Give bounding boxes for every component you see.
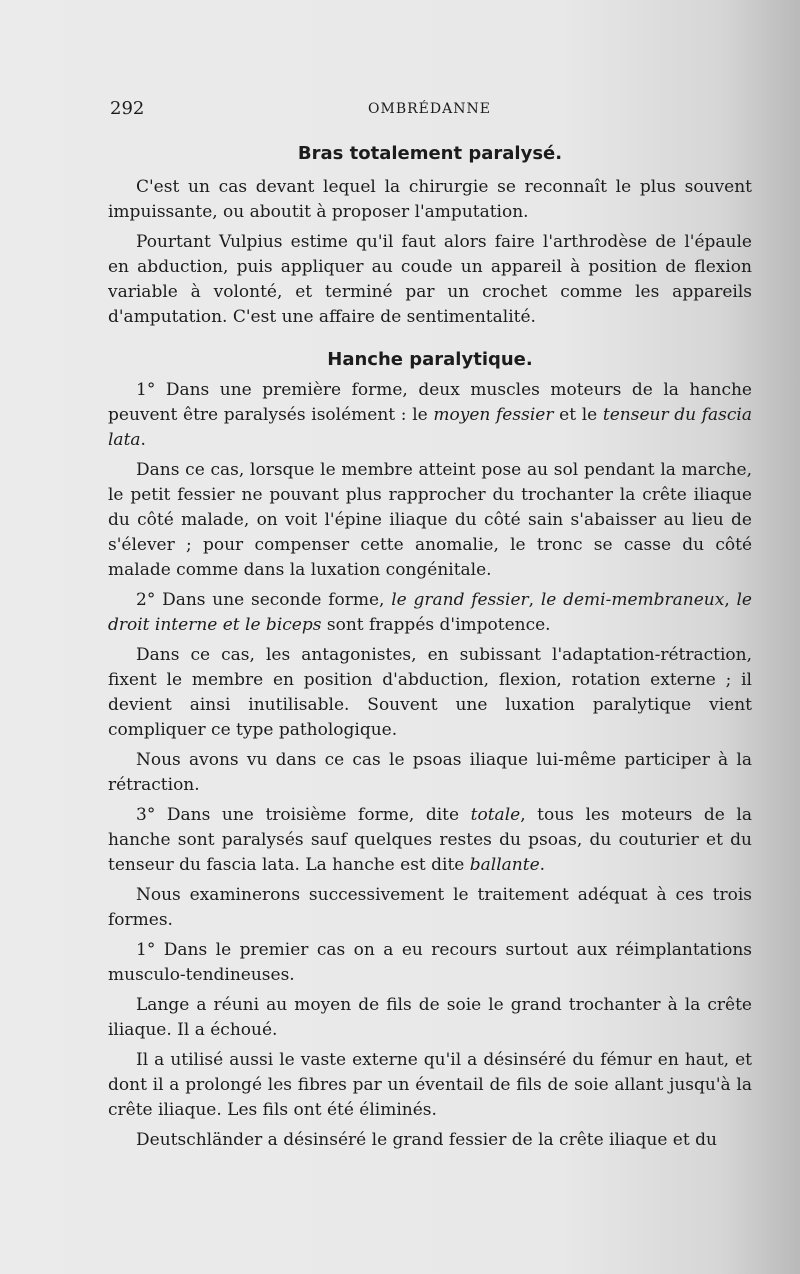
- text-run: 2° Dans une seconde forme,: [136, 590, 392, 610]
- text-run: 1° Dans une première forme, deux muscles moteurs de la hanche peuvent être paralysés isolément : le: [108, 380, 752, 425]
- italic-term: totale: [470, 805, 521, 825]
- text-run: ,: [528, 590, 541, 610]
- italic-term: tenseur du fascia lata: [108, 405, 753, 450]
- text-run: ,: [724, 590, 737, 610]
- italic-term: moyen fessier: [433, 405, 554, 425]
- italic-term: le droit interne et le biceps: [108, 590, 752, 635]
- text-run: et le: [553, 405, 603, 425]
- paragraph: Deutschländer a désinséré le grand fessier de la crête iliaque et du: [136, 1130, 717, 1150]
- text-run: 3° Dans une troisième forme, dite: [136, 805, 471, 825]
- paragraph: Dans ce cas, les antagonistes, en subissant l'adaptation-rétraction, fixent le membre en position d'abduction, flexion, rotation externe ; il devient ainsi inutilisable. Souvent une luxation paralytique vient compliquer ce type pathologique.: [108, 645, 752, 740]
- paragraph: C'est un cas devant lequel la chirurgie se reconnaît le plus souvent impuissante, ou aboutit à proposer l'amputation.: [108, 177, 752, 222]
- paragraph: Pourtant Vulpius estime qu'il faut alors faire l'arthrodèse de l'épaule en abduction, puis appliquer au coude un appareil à position de flexion variable à volonté, et terminé par un crochet comme les appareils d'amputation. C'est une affaire de sentimentalité.: [108, 232, 752, 327]
- text-run: , tous les moteurs de la hanche sont paralysés sauf quelques restes du psoas, du couturier et du tenseur du fascia lata. La hanche est dite: [108, 805, 752, 875]
- section-heading-hanche: Hanche paralytique.: [327, 349, 533, 370]
- italic-term: le demi-membraneux: [540, 590, 725, 610]
- paragraph: Nous examinerons successivement le traitement adéquat à ces trois formes.: [108, 885, 752, 930]
- page-body: [108, 142, 752, 1158]
- text-run: .: [140, 430, 146, 450]
- paragraph: Nous avons vu dans ce cas le psoas iliaque lui-même participer à la rétraction.: [108, 750, 752, 795]
- section-heading-bras: Bras totalement paralysé.: [297, 143, 563, 164]
- text-run: sont frappés d'impotence.: [321, 615, 551, 635]
- paragraph: [108, 803, 752, 878]
- running-title: OMBRÉDANNE: [368, 101, 491, 117]
- paragraph: Il a utilisé aussi le vaste externe qu'il a désinséré du fémur en haut, et dont il a prolongé les fibres par un éventail de fils de soie allant jusqu'à la crête iliaque. Les fils ont été éliminés.: [108, 1050, 752, 1120]
- paragraph: 1° Dans le premier cas on a eu recours surtout aux réimplantations musculo-tendineuses.: [108, 940, 752, 985]
- paragraph: Dans ce cas, lorsque le membre atteint pose au sol pendant la marche, le petit fessier ne pouvant plus rapprocher du trochanter la crête iliaque du côté malade, on voit l'épine iliaque du côté sain s'abaisser au lieu de s'élever ; pour compenser cette anomalie, le tronc se casse du côté malade comme dans la luxation congénitale.: [108, 460, 752, 580]
- paragraph: [108, 588, 752, 638]
- italic-term: le grand fessier: [391, 590, 529, 610]
- paragraph: Lange a réuni au moyen de fils de soie le grand trochanter à la crête iliaque. Il a échoué.: [108, 995, 752, 1040]
- running-head: [110, 98, 752, 124]
- text-run: .: [539, 855, 546, 875]
- page-number: 292: [110, 98, 145, 119]
- italic-term: ballante: [469, 855, 540, 875]
- paragraph: [108, 378, 752, 453]
